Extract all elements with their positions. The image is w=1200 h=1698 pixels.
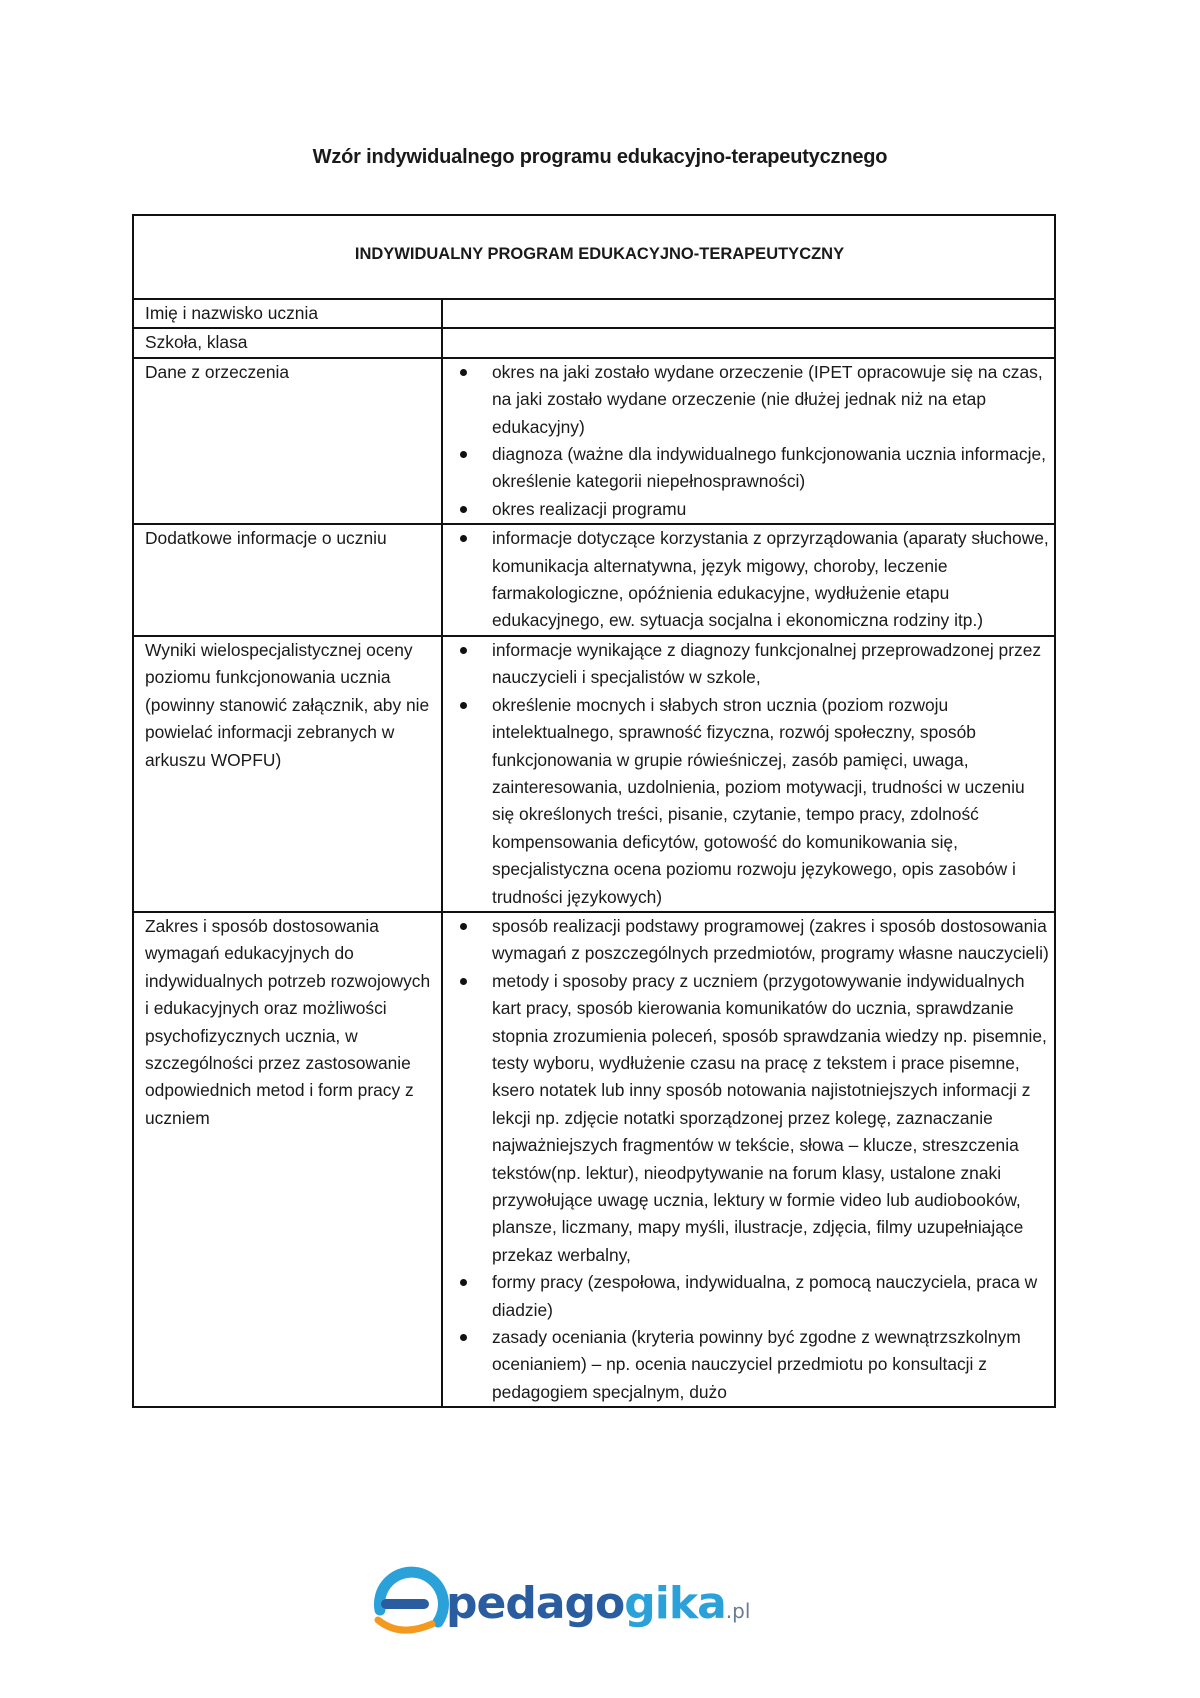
table-row bbox=[133, 636, 1055, 912]
bullet-item: określenie mocnych i słabych stron ucznia (poziom rozwoju intelektualnego, sprawność fizyczna, rozwój społeczny, sposób funkcjonowania w grupie rówieśniczej, zasób pamięci, uwaga, zainteresowania, uzdolnienia, poziom motywacji, trudności w uczeniu się określonych treści, pisanie, czytanie, tempo pracy, zdolność kompensowania deficytów, gotowość do komunikowania się, specjalistyczna ocena poziomu rozwoju językowego, opis zasobów i trudności językowych) bbox=[454, 692, 1050, 911]
table-header-text: INDYWIDUALNY PROGRAM EDUKACYJNO-TERAPEUTYCZNY bbox=[354, 245, 845, 264]
bullet-item: informacje wynikające z diagnozy funkcjonalnej przeprowadzonej przez nauczycieli i specjalistów w szkole, bbox=[454, 637, 1050, 692]
logo-domain-suffix: .pl bbox=[725, 1599, 751, 1623]
bullet-list bbox=[454, 913, 1050, 1406]
logo-text-main: pedago bbox=[446, 1577, 625, 1629]
bullet-item: okres na jaki zostało wydane orzeczenie (IPET opracowuje się na czas, na jaki zostało wydane orzeczenie (nie dłużej jednak niż na etap edukacyjny) bbox=[454, 359, 1050, 441]
table-row bbox=[133, 912, 1055, 1407]
bullet-item: zasady oceniania (kryteria powinny być zgodne z wewnątrzszkolnym ocenianiem) – np. ocenia nauczyciel przedmiotu po konsultacji z pedagogiem specjalnym, dużo bbox=[454, 1324, 1050, 1406]
document-title: Wzór indywidualnego programu edukacyjno-terapeutycznego bbox=[312, 146, 888, 168]
row-content bbox=[442, 358, 1055, 524]
bullet-list bbox=[454, 359, 1050, 523]
bullet-item: okres realizacji programu bbox=[454, 496, 1050, 523]
row-label: Dodatkowe informacje o uczniu bbox=[133, 524, 442, 636]
table-header bbox=[133, 215, 1055, 299]
row-content bbox=[442, 524, 1055, 636]
bullet-item: sposób realizacji podstawy programowej (zakres i sposób dostosowania wymagań z poszczególnych przedmiotów, programy własne nauczycieli) bbox=[454, 913, 1050, 968]
table-row bbox=[133, 524, 1055, 636]
bullet-item: informacje dotyczące korzystania z oprzyrządowania (aparaty słuchowe, komunikacja alternatywna, język migowy, choroby, leczenie farmakologiczne, opóźnienia edukacyjne, wydłużenie etapu edukacyjnego, ew. sytuacja socjalna i ekonomiczna rodziny itp.) bbox=[454, 525, 1050, 635]
bullet-item: diagnoza (ważne dla indywidualnego funkcjonowania ucznia informacje, określenie kategorii niepełnosprawności) bbox=[454, 441, 1050, 496]
row-label: Imię i nazwisko ucznia bbox=[133, 299, 442, 328]
ipet-table bbox=[132, 214, 1056, 1408]
row-label: Zakres i sposób dostosowania wymagań edukacyjnych do indywidualnych potrzeb rozwojowych i edukacyjnych oraz możliwości psychofizycznych ucznia, w szczególności przez zastosowanie odpowiednich metod i form pracy z uczniem bbox=[133, 912, 442, 1407]
bullet-item: metody i sposoby pracy z uczniem (przygotowywanie indywidualnych kart pracy, sposób kierowania komunikatów do ucznia, sprawdzanie stopnia zrozumienia poleceń, sposób sprawdzania wiedzy np. pisemnie, testy wyboru, wydłużenie czasu na pracę z tekstem i prace pisemne, ksero notatek lub inny sposób notowania najistotniejszych informacji z lekcji np. zdjęcie notatki sporządzonej przez kolegę, zaznaczanie najważniejszych fragmentów w tekście, słowa – klucze, streszczenia tekstów(np. lektur), nieodpytywanie na forum klasy, ustalone znaki przywołujące uwagę ucznia, lektury w formie video lub audiobooków, plansze, liczmany, mapy myśli, ilustracje, zdjęcia, filmy uzupełniające przekaz werbalny, bbox=[454, 968, 1050, 1269]
row-content bbox=[442, 328, 1055, 357]
epedagogika-logo bbox=[372, 1560, 750, 1640]
logo-wordmark bbox=[446, 1578, 726, 1629]
row-label: Dane z orzeczenia bbox=[133, 358, 442, 524]
bullet-item: formy pracy (zespołowa, indywidualna, z pomocą nauczyciela, praca w diadzie) bbox=[454, 1269, 1050, 1324]
row-content bbox=[442, 636, 1055, 912]
bullet-list bbox=[454, 637, 1050, 911]
row-content bbox=[442, 912, 1055, 1407]
table-row bbox=[133, 358, 1055, 524]
row-label: Wyniki wielospecjalistycznej oceny poziomu funkcjonowania ucznia (powinny stanowić załącznik, aby nie powielać informacji zebranych w arkuszu WOPFU) bbox=[133, 636, 442, 912]
table-row bbox=[133, 328, 1055, 357]
row-content bbox=[442, 299, 1055, 328]
e-logo-icon bbox=[372, 1560, 452, 1640]
row-label: Szkoła, klasa bbox=[133, 328, 442, 357]
logo-text-accent: gika bbox=[624, 1577, 726, 1629]
table-row bbox=[133, 299, 1055, 328]
bullet-list bbox=[454, 525, 1050, 635]
